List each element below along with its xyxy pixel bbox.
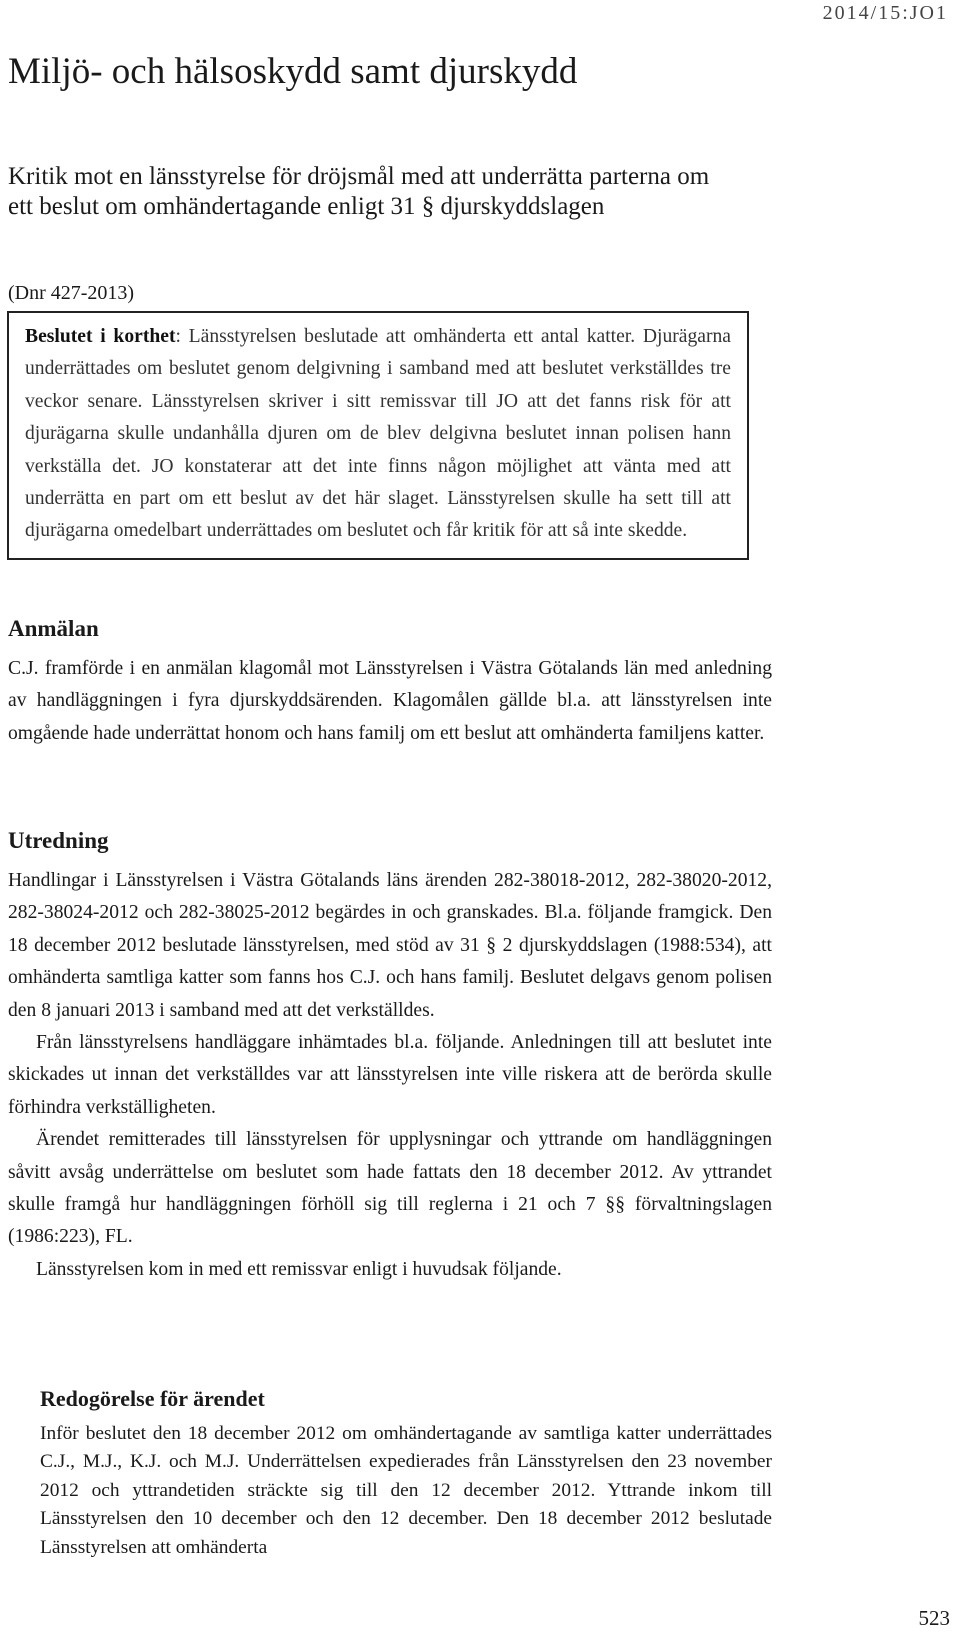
case-title: Kritik mot en länsstyrelse för dröjsmål med att underrätta parterna om ett beslut om omhändertagande enligt 31 § djurskyddslagen [8,163,710,220]
redogorelse-paragraph: Inför beslutet den 18 december 2012 om omhändertagande av samtliga katter underrättades C.J., M.J., K.J. och M.J. Underrättelsen expedierades från Länsstyrelsen den 23 november 2012 och yttrandetiden sträckte sig till den 12 december 2012. Yttrande inkom till Länsstyrelsen den 10 december och den 12 december. Den 18 december 2012 beslutade Länsstyrelsen att omhänderta [40,1423,772,1558]
document-id: 2014/15:JO1 [822,2,948,24]
summary-text: : Länsstyrelsen beslutade att omhänderta ett antal katter. Djurägarna underrättades om beslutet genom delgivning i samband med att beslutet verkställdes tre veckor senare. Länsstyrelsen skriver i sitt remissvar till JO att det fanns risk för att djurägarna skulle undanhålla djuren om de blev delgivna beslutet innan polisen hann verkställa det. JO konstaterar att det inte finns någon möjlighet att vänta med att underrätta en part om ett beslut av det här slaget. Länsstyrelsen skulle ha sett till att djurägarna omedelbart underrättades om beslutet och får kritik för att så inte skedde. [25,326,731,542]
page-number: 523 [918,1606,950,1630]
utredning-body [8,865,772,1286]
anmalan-paragraph: C.J. framförde i en anmälan klagomål mot Länsstyrelsen i Västra Götalands län med anledning av handläggningen i fyra djurskyddsärenden. Klagomålen gällde bl.a. att länsstyrelsen inte omgående hade underrättat honom och hans familj om ett beslut att omhänderta familjens katter. [8,658,772,744]
utredning-paragraph-3: Ärendet remitterades till länsstyrelsen för upplysningar och yttrande om handläggningen såvitt avsåg underrättelse om beslutet som hade fattats den 18 december 2012. Av yttrandet skulle framgå hur handläggningen förhöll sig till reglerna i 21 och 7 §§ förvaltningslagen (1986:223), FL. [8,1129,772,1248]
utredning-paragraph-1: Handlingar i Länsstyrelsen i Västra Götalands läns ärenden 282-38018-2012, 282-38020-2012, 282-38024-2012 och 282-38025-2012 begärdes in och granskades. Bl.a. följande framgick. Den 18 december 2012 beslutade länsstyrelsen, med stöd av 31 § 2 djurskyddslagen (1988:534), att omhänderta samtliga katter som fanns hos C.J. och hans familj. Beslutet delgavs genom polisen den 8 januari 2013 i samband med att det verkställdes. [8,870,772,1021]
heading-utredning: Utredning [8,828,109,853]
redogorelse-body [40,1420,772,1562]
anmalan-body [8,653,772,750]
heading-redogorelse: Redogörelse för ärendet [40,1386,265,1411]
case-number: (Dnr 427-2013) [8,282,135,304]
heading-anmalan: Anmälan [8,616,99,641]
utredning-paragraph-2: Från länsstyrelsens handläggare inhämtades bl.a. följande. Anledningen till att beslutet inte skickades ut innan det verkställdes var att länsstyrelsen inte ville riskera att de berörda skulle förhindra verkställigheten. [8,1032,772,1118]
summary-label: Beslutet i korthet [25,326,176,347]
utredning-paragraph-4: Länsstyrelsen kom in med ett remissvar enligt i huvudsak följande. [36,1258,562,1280]
page-title: Miljö- och hälsoskydd samt djurskydd [8,51,578,92]
summary-box [7,311,749,560]
